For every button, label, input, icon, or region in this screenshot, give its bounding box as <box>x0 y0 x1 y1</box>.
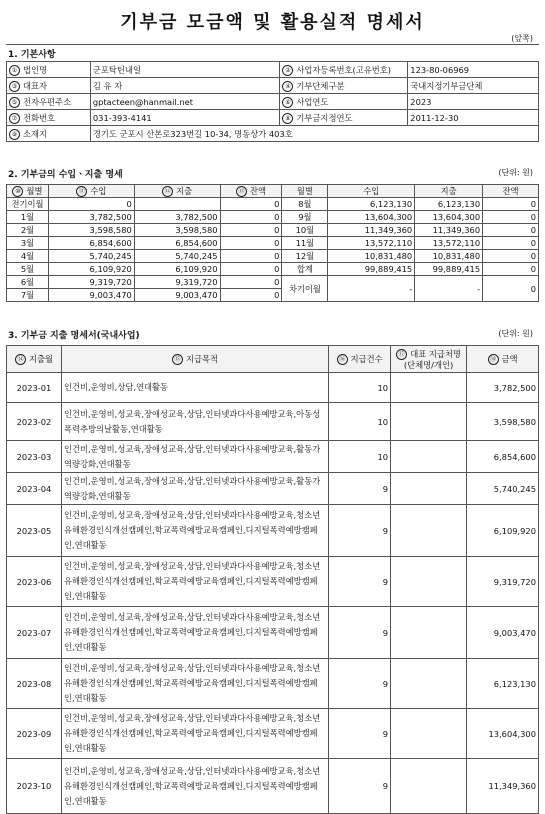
info-key <box>7 110 91 126</box>
circled-number: ⑦ <box>9 113 20 124</box>
header-income <box>48 185 134 198</box>
info-key-label: 법인명 <box>23 64 48 75</box>
address-value: 경기도 군포시 산본로323번길 10-34, 명동상가 403호 <box>90 126 538 142</box>
expense-amount: 11,349,360 <box>467 759 539 814</box>
section-3-unit: (단위: 원) <box>498 329 533 338</box>
section-1-heading: 1. 기본사항 <box>8 50 56 60</box>
circled-number-10: ⑩ <box>12 186 23 197</box>
header-expense-label: 지출 <box>176 186 193 196</box>
expense-recipient <box>391 403 467 441</box>
header-amount-label: 금액 <box>501 354 518 364</box>
info-value: 123-80-06969 <box>408 62 539 78</box>
expense-count: 9 <box>329 759 391 814</box>
info-key-label: 기부단체구분 <box>296 80 345 91</box>
income-value: 3,598,580 <box>48 224 134 237</box>
header-expense-2: 지출 <box>415 185 483 198</box>
header-purpose-label: 지급목적 <box>186 354 219 364</box>
header-expense-month <box>7 346 62 373</box>
expense-value: 3,598,580 <box>134 224 220 237</box>
carry-balance: 0 <box>483 276 539 302</box>
expense-month: 2023-05 <box>7 505 62 557</box>
balance-value: 0 <box>220 211 282 224</box>
info-key <box>280 78 408 94</box>
info-key-label: 기부금지정연도 <box>296 112 353 123</box>
expense-month: 2023-01 <box>7 373 62 403</box>
income-value: 5,740,245 <box>48 250 134 263</box>
address-row <box>7 126 539 142</box>
expense-purpose: 인건비,운영비,성교육,장애성교육,상담,인터넷과다사용예방교육,청소년유해환경인식개선캠페인,학교폭력예방교육캠페인,디지털폭력예방캠페인,연대활동 <box>61 659 328 709</box>
expense-row <box>7 403 539 441</box>
balance-value: 0 <box>220 224 282 237</box>
info-key-label: 사업연도 <box>296 96 329 107</box>
info-key <box>280 94 408 110</box>
income-value: 13,604,300 <box>328 211 415 224</box>
month-label: 5월 <box>7 263 49 276</box>
income-value: 9,003,470 <box>48 289 134 302</box>
expense-value: 13,604,300 <box>415 211 483 224</box>
info-key-label: 전화번호 <box>23 112 56 123</box>
balance-value: 0 <box>483 250 539 263</box>
income-value: 0 <box>48 198 134 211</box>
circled-number-14: ⑭ <box>15 354 26 365</box>
month-row <box>7 224 539 237</box>
month-row <box>7 237 539 250</box>
expense-amount: 9,003,470 <box>467 607 539 659</box>
month-label: 2월 <box>7 224 49 237</box>
expense-recipient <box>391 473 467 505</box>
circled-number-13: ⑬ <box>236 186 247 197</box>
expense-row <box>7 473 539 505</box>
month-label: 1월 <box>7 211 49 224</box>
expense-value: 3,782,500 <box>134 211 220 224</box>
header-expense <box>134 185 220 198</box>
basic-info-row <box>7 110 539 126</box>
balance-value: 0 <box>483 263 539 276</box>
expense-month: 2023-02 <box>7 403 62 441</box>
expense-purpose: 인건비,운영비,상담,연대활동 <box>61 373 328 403</box>
expense-row <box>7 505 539 557</box>
expense-value: 5,740,245 <box>134 250 220 263</box>
balance-value: 0 <box>220 263 282 276</box>
section-2-heading: 2. 기부금의 수입ㆍ지출 명세 <box>8 170 123 180</box>
circled-number: ③ <box>9 81 20 92</box>
expense-recipient <box>391 557 467 607</box>
header-income-2: 수입 <box>328 185 415 198</box>
expense-recipient <box>391 441 467 473</box>
expense-month: 2023-07 <box>7 607 62 659</box>
circled-number: ② <box>282 65 293 76</box>
info-value: 2023 <box>408 94 539 110</box>
expense-purpose: 인건비,운영비,성교육,장애성교육,상담,인터넷과다사용예방교육,청소년유해환경인식개선캠페인,학교폭력예방교육캠페인,디지털폭력예방캠페인,연대활동 <box>61 607 328 659</box>
circled-number: ⑨ <box>9 129 20 140</box>
page-side-tag: (앞쪽) <box>511 34 533 43</box>
circled-number-18: ⑱ <box>488 354 499 365</box>
expense-value: 9,003,470 <box>134 289 220 302</box>
income-value: 13,572,110 <box>328 237 415 250</box>
income-value: 6,109,920 <box>48 263 134 276</box>
income-value: 9,319,720 <box>48 276 134 289</box>
expense-month: 2023-10 <box>7 759 62 814</box>
balance-value: 0 <box>483 224 539 237</box>
address-key <box>7 126 91 142</box>
expense-amount: 3,598,580 <box>467 403 539 441</box>
expense-purpose: 인건비,운영비,성교육,장애성교육,상담,인터넷과다사용예방교육,청소년유해환경인식개선캠페인,학교폭력예방교육캠페인,디지털폭력예방캠페인,연대활동 <box>61 759 328 814</box>
month-label: 6월 <box>7 276 49 289</box>
info-key <box>280 62 408 78</box>
expense-count: 10 <box>329 441 391 473</box>
section-2-unit: (단위: 원) <box>498 168 533 177</box>
month-label: 11월 <box>282 237 328 250</box>
balance-value: 0 <box>220 198 282 211</box>
info-key-label: 전자우편주소 <box>23 96 72 107</box>
expense-recipient <box>391 505 467 557</box>
header-expense-month-label: 지출월 <box>28 354 53 364</box>
expense-value: 9,319,720 <box>134 276 220 289</box>
circled-number-11: ⑪ <box>76 186 87 197</box>
expense-count: 9 <box>329 709 391 759</box>
circled-number: ① <box>9 65 20 76</box>
balance-value: 0 <box>220 289 282 302</box>
month-label: 12월 <box>282 250 328 263</box>
month-label: 7월 <box>7 289 49 302</box>
header-recipient-sub: (단체명/개인) <box>403 359 454 370</box>
expense-recipient <box>391 373 467 403</box>
header-balance-label: 잔액 <box>249 186 266 196</box>
expense-recipient <box>391 607 467 659</box>
expense-count: 9 <box>329 659 391 709</box>
expense-detail-header <box>7 346 539 373</box>
expense-row <box>7 659 539 709</box>
expense-amount: 5,740,245 <box>467 473 539 505</box>
section-3-heading: 3. 기부금 지출 명세서(국내사업) <box>8 331 140 341</box>
header-purpose <box>61 346 328 373</box>
basic-info-row <box>7 62 539 78</box>
expense-value: 13,572,110 <box>415 237 483 250</box>
income-value: 6,854,600 <box>48 237 134 250</box>
expense-recipient <box>391 709 467 759</box>
expense-purpose: 인건비,운영비,성교육,장애성교육,상담,인터넷과다사용예방교육,청소년유해환경인식개선캠페인,학교폭력예방교육캠페인,디지털폭력예방캠페인,연대활동 <box>61 505 328 557</box>
month-row <box>7 263 539 276</box>
expense-recipient <box>391 759 467 814</box>
expense-value: 99,889,415 <box>415 263 483 276</box>
header-income-label: 수입 <box>90 186 107 196</box>
circled-number: ④ <box>282 81 293 92</box>
carry-income: - <box>328 276 415 302</box>
income-value: 11,349,360 <box>328 224 415 237</box>
expense-purpose: 인건비,운영비,성교육,장애성교육,상담,인터넷과다사용예방교육,아동성폭력추방의날활동,연대활동 <box>61 403 328 441</box>
expense-row <box>7 759 539 814</box>
month-label: 10월 <box>282 224 328 237</box>
expense-count: 9 <box>329 505 391 557</box>
expense-count: 9 <box>329 557 391 607</box>
carry-expense: - <box>415 276 483 302</box>
info-key-label: 대표자 <box>23 80 48 91</box>
expense-value: 6,109,920 <box>134 263 220 276</box>
income-value: 3,782,500 <box>48 211 134 224</box>
info-value: 국내지정기부금단체 <box>408 78 539 94</box>
expense-value: 10,831,480 <box>415 250 483 263</box>
header-month-2: 월별 <box>282 185 328 198</box>
expense-purpose: 인건비,운영비,성교육,장애성교육,상담,인터넷과다사용예방교육,활동가역량강화,연대활동 <box>61 441 328 473</box>
month-label: 8월 <box>282 198 328 211</box>
expense-amount: 6,123,130 <box>467 659 539 709</box>
expense-amount: 3,782,500 <box>467 373 539 403</box>
header-count-label: 지급건수 <box>350 354 383 364</box>
balance-value: 0 <box>483 198 539 211</box>
info-value: 김 유 자 <box>90 78 280 94</box>
income-value: 6,123,130 <box>328 198 415 211</box>
info-value: 031-393-4141 <box>90 110 280 126</box>
circled-number-16: ⑯ <box>337 354 348 365</box>
expense-value <box>134 198 220 211</box>
header-recipient <box>391 346 467 373</box>
expense-recipient <box>391 659 467 709</box>
month-row <box>7 198 539 211</box>
circled-number: ⑧ <box>282 113 293 124</box>
expense-value: 6,854,600 <box>134 237 220 250</box>
income-expense-table <box>6 184 539 302</box>
expense-purpose: 인건비,운영비,성교육,장애성교육,상담,인터넷과다사용예방교육,청소년유해환경인식개선캠페인,학교폭력예방교육캠페인,디지털폭력예방캠페인,연대활동 <box>61 709 328 759</box>
income-expense-header <box>7 185 539 198</box>
expense-row <box>7 607 539 659</box>
expense-month: 2023-03 <box>7 441 62 473</box>
expense-detail-table <box>6 345 539 814</box>
month-row <box>7 250 539 263</box>
expense-amount: 9,319,720 <box>467 557 539 607</box>
circled-number-12: ⑫ <box>162 186 173 197</box>
expense-month: 2023-08 <box>7 659 62 709</box>
section-divider <box>6 44 539 45</box>
month-label: 합계 <box>282 263 328 276</box>
circled-number-15: ⑮ <box>172 354 183 365</box>
header-amount <box>467 346 539 373</box>
header-count <box>329 346 391 373</box>
header-month <box>7 185 49 198</box>
expense-month: 2023-04 <box>7 473 62 505</box>
balance-value: 0 <box>220 237 282 250</box>
basic-info-row <box>7 94 539 110</box>
expense-row <box>7 557 539 607</box>
header-balance <box>220 185 282 198</box>
month-label: 전기이월 <box>7 198 49 211</box>
balance-value: 0 <box>220 250 282 263</box>
circled-number-17: ⑰ <box>396 349 407 360</box>
month-label: 9월 <box>282 211 328 224</box>
expense-count: 9 <box>329 607 391 659</box>
expense-row <box>7 709 539 759</box>
address-key-label: 소재지 <box>23 128 48 139</box>
month-row <box>7 276 539 289</box>
expense-row <box>7 373 539 403</box>
info-value: 군포탁틴내일 <box>90 62 280 78</box>
info-key <box>7 78 91 94</box>
header-balance-2: 잔액 <box>483 185 539 198</box>
circled-number: ⑥ <box>282 97 293 108</box>
expense-amount: 13,604,300 <box>467 709 539 759</box>
balance-value: 0 <box>483 237 539 250</box>
month-label: 3월 <box>7 237 49 250</box>
balance-value: 0 <box>483 211 539 224</box>
expense-row <box>7 441 539 473</box>
document-title: 기부금 모금액 및 활용실적 명세서 <box>120 12 425 33</box>
expense-purpose: 인건비,운영비,성교육,장애성교육,상담,인터넷과다사용예방교육,청소년유해환경인식개선캠페인,학교폭력예방교육캠페인,디지털폭력예방캠페인,연대활동 <box>61 557 328 607</box>
balance-value: 0 <box>220 276 282 289</box>
info-value: gptacteen@hanmail.net <box>90 94 280 110</box>
expense-amount: 6,109,920 <box>467 505 539 557</box>
header-month-label: 월별 <box>26 186 43 196</box>
expense-count: 10 <box>329 373 391 403</box>
info-key <box>280 110 408 126</box>
basic-info-table <box>6 61 539 142</box>
expense-month: 2023-06 <box>7 557 62 607</box>
carry-forward-label: 차기이월 <box>282 276 328 302</box>
expense-month: 2023-09 <box>7 709 62 759</box>
header-recipient-label: 대표 지급처명 <box>410 348 461 359</box>
expense-amount: 6,854,600 <box>467 441 539 473</box>
expense-value: 6,123,130 <box>415 198 483 211</box>
info-key-label: 사업자등록번호(고유번호) <box>296 64 392 75</box>
expense-count: 10 <box>329 403 391 441</box>
month-label: 4월 <box>7 250 49 263</box>
info-key <box>7 94 91 110</box>
info-value: 2011-12-30 <box>408 110 539 126</box>
basic-info-row <box>7 78 539 94</box>
expense-purpose: 인건비,운영비,성교육,장애성교육,상담,인터넷과다사용예방교육,활동가역량강화,연대활동 <box>61 473 328 505</box>
expense-count: 9 <box>329 473 391 505</box>
income-value: 99,889,415 <box>328 263 415 276</box>
info-key <box>7 62 91 78</box>
circled-number: ⑤ <box>9 97 20 108</box>
month-row <box>7 211 539 224</box>
income-value: 10,831,480 <box>328 250 415 263</box>
expense-value: 11,349,360 <box>415 224 483 237</box>
